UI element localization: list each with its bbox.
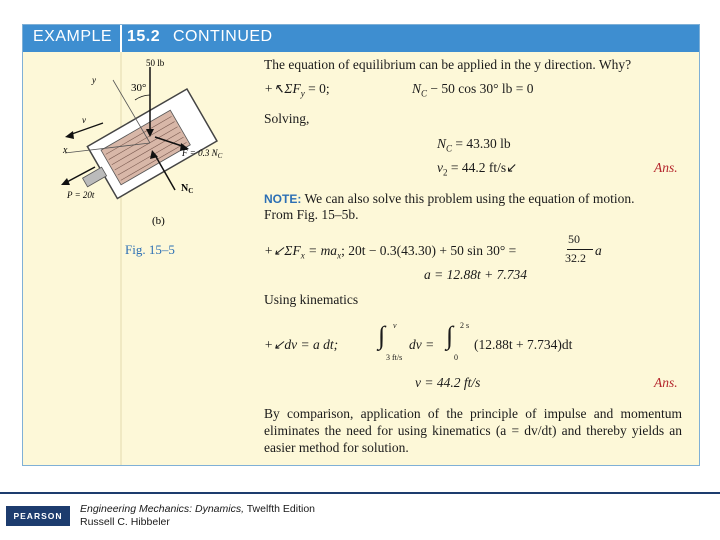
velocity-label: v: [82, 115, 86, 125]
continued-label: CONTINUED: [173, 28, 273, 45]
footer-author: Russell C. Hibbeler: [80, 516, 170, 528]
equilibrium-rhs: $N_C - 50$ cos 30° lb = 0: [412, 81, 534, 99]
footer-book-title: Engineering Mechanics: Dynamics, Twelfth Edition: [80, 503, 316, 515]
answer-label-2: Ans.: [654, 375, 678, 390]
integral-2-lower: 0: [454, 353, 458, 362]
integral-sign-2: ∫: [446, 321, 454, 350]
equilibrium-lhs: $+↖\Sigma F_y = 0$;: [264, 81, 330, 99]
comparison-paragraph: By comparison, application of the principle of impulse and momentum eliminates the need for using kinematics (a = dv/dt) and thereby yields an easier method for solution.: [264, 406, 682, 455]
free-body-diagram: [55, 55, 255, 235]
normal-result: $N_C = 43.30$ lb: [437, 136, 511, 154]
figure-caption: Fig. 15–5: [125, 242, 175, 257]
note-line-2: From Fig. 15–5b.: [264, 207, 359, 222]
example-number: 15.2: [127, 28, 161, 45]
push-rod: [83, 167, 107, 187]
integral-1-lower: 3 ft/s: [386, 353, 403, 362]
example-header: [23, 25, 699, 52]
integral-1-upper: v: [393, 321, 397, 330]
note-line: NOTE: We can also solve this problem using the equation of motion.: [264, 191, 635, 206]
final-velocity: v = 44.2 ft/s: [415, 375, 481, 390]
velocity-arrow: [69, 123, 103, 135]
pearson-logo: PEARSON: [6, 506, 70, 526]
solving-label: Solving,: [264, 111, 310, 126]
push-label: P = 20t: [67, 190, 95, 200]
x-axis-label: x: [63, 145, 68, 156]
integral-2-body: (12.88t + 7.734)dt: [474, 337, 573, 352]
fraction-numerator: 50: [568, 232, 580, 246]
normal-label: $N_C$: [181, 183, 194, 195]
note-label: NOTE:: [264, 192, 302, 206]
velocity-result: $v_2 = 44.2$ ft/s↙: [437, 160, 518, 178]
angle-arc: [135, 95, 150, 100]
friction-label: F = 0.3 $N_C$: [182, 148, 223, 160]
using-kinematics-label: Using kinematics: [264, 292, 359, 307]
answer-label-1: Ans.: [654, 160, 678, 175]
footer-rule: [0, 492, 720, 494]
y-axis-label: y: [92, 75, 96, 85]
fraction-bar: [567, 249, 593, 250]
angle-label: 30°: [131, 82, 147, 94]
integral-2-upper: 2 s: [460, 321, 470, 330]
kinematics-lhs: +↙dv = a dt;: [264, 337, 339, 352]
header-divider: [120, 25, 122, 52]
integral-sign-1: ∫: [378, 321, 386, 350]
weight-label: 50 lb: [146, 58, 165, 68]
part-label: (b): [152, 215, 165, 227]
example-word: EXAMPLE: [33, 28, 113, 45]
fraction-denominator: 32.2: [565, 251, 586, 265]
integral-1-body: dv =: [409, 337, 435, 352]
question-text: The equation of equilibrium can be applied in the y direction. Why?: [264, 57, 632, 72]
fraction-variable: a: [595, 243, 602, 258]
acceleration-result: a = 12.88t + 7.734: [424, 267, 527, 282]
motion-equation: $+↙\Sigma F_x = ma_x$; 20t − 0.3(43.30) + 50 sin 30° =: [264, 243, 517, 261]
